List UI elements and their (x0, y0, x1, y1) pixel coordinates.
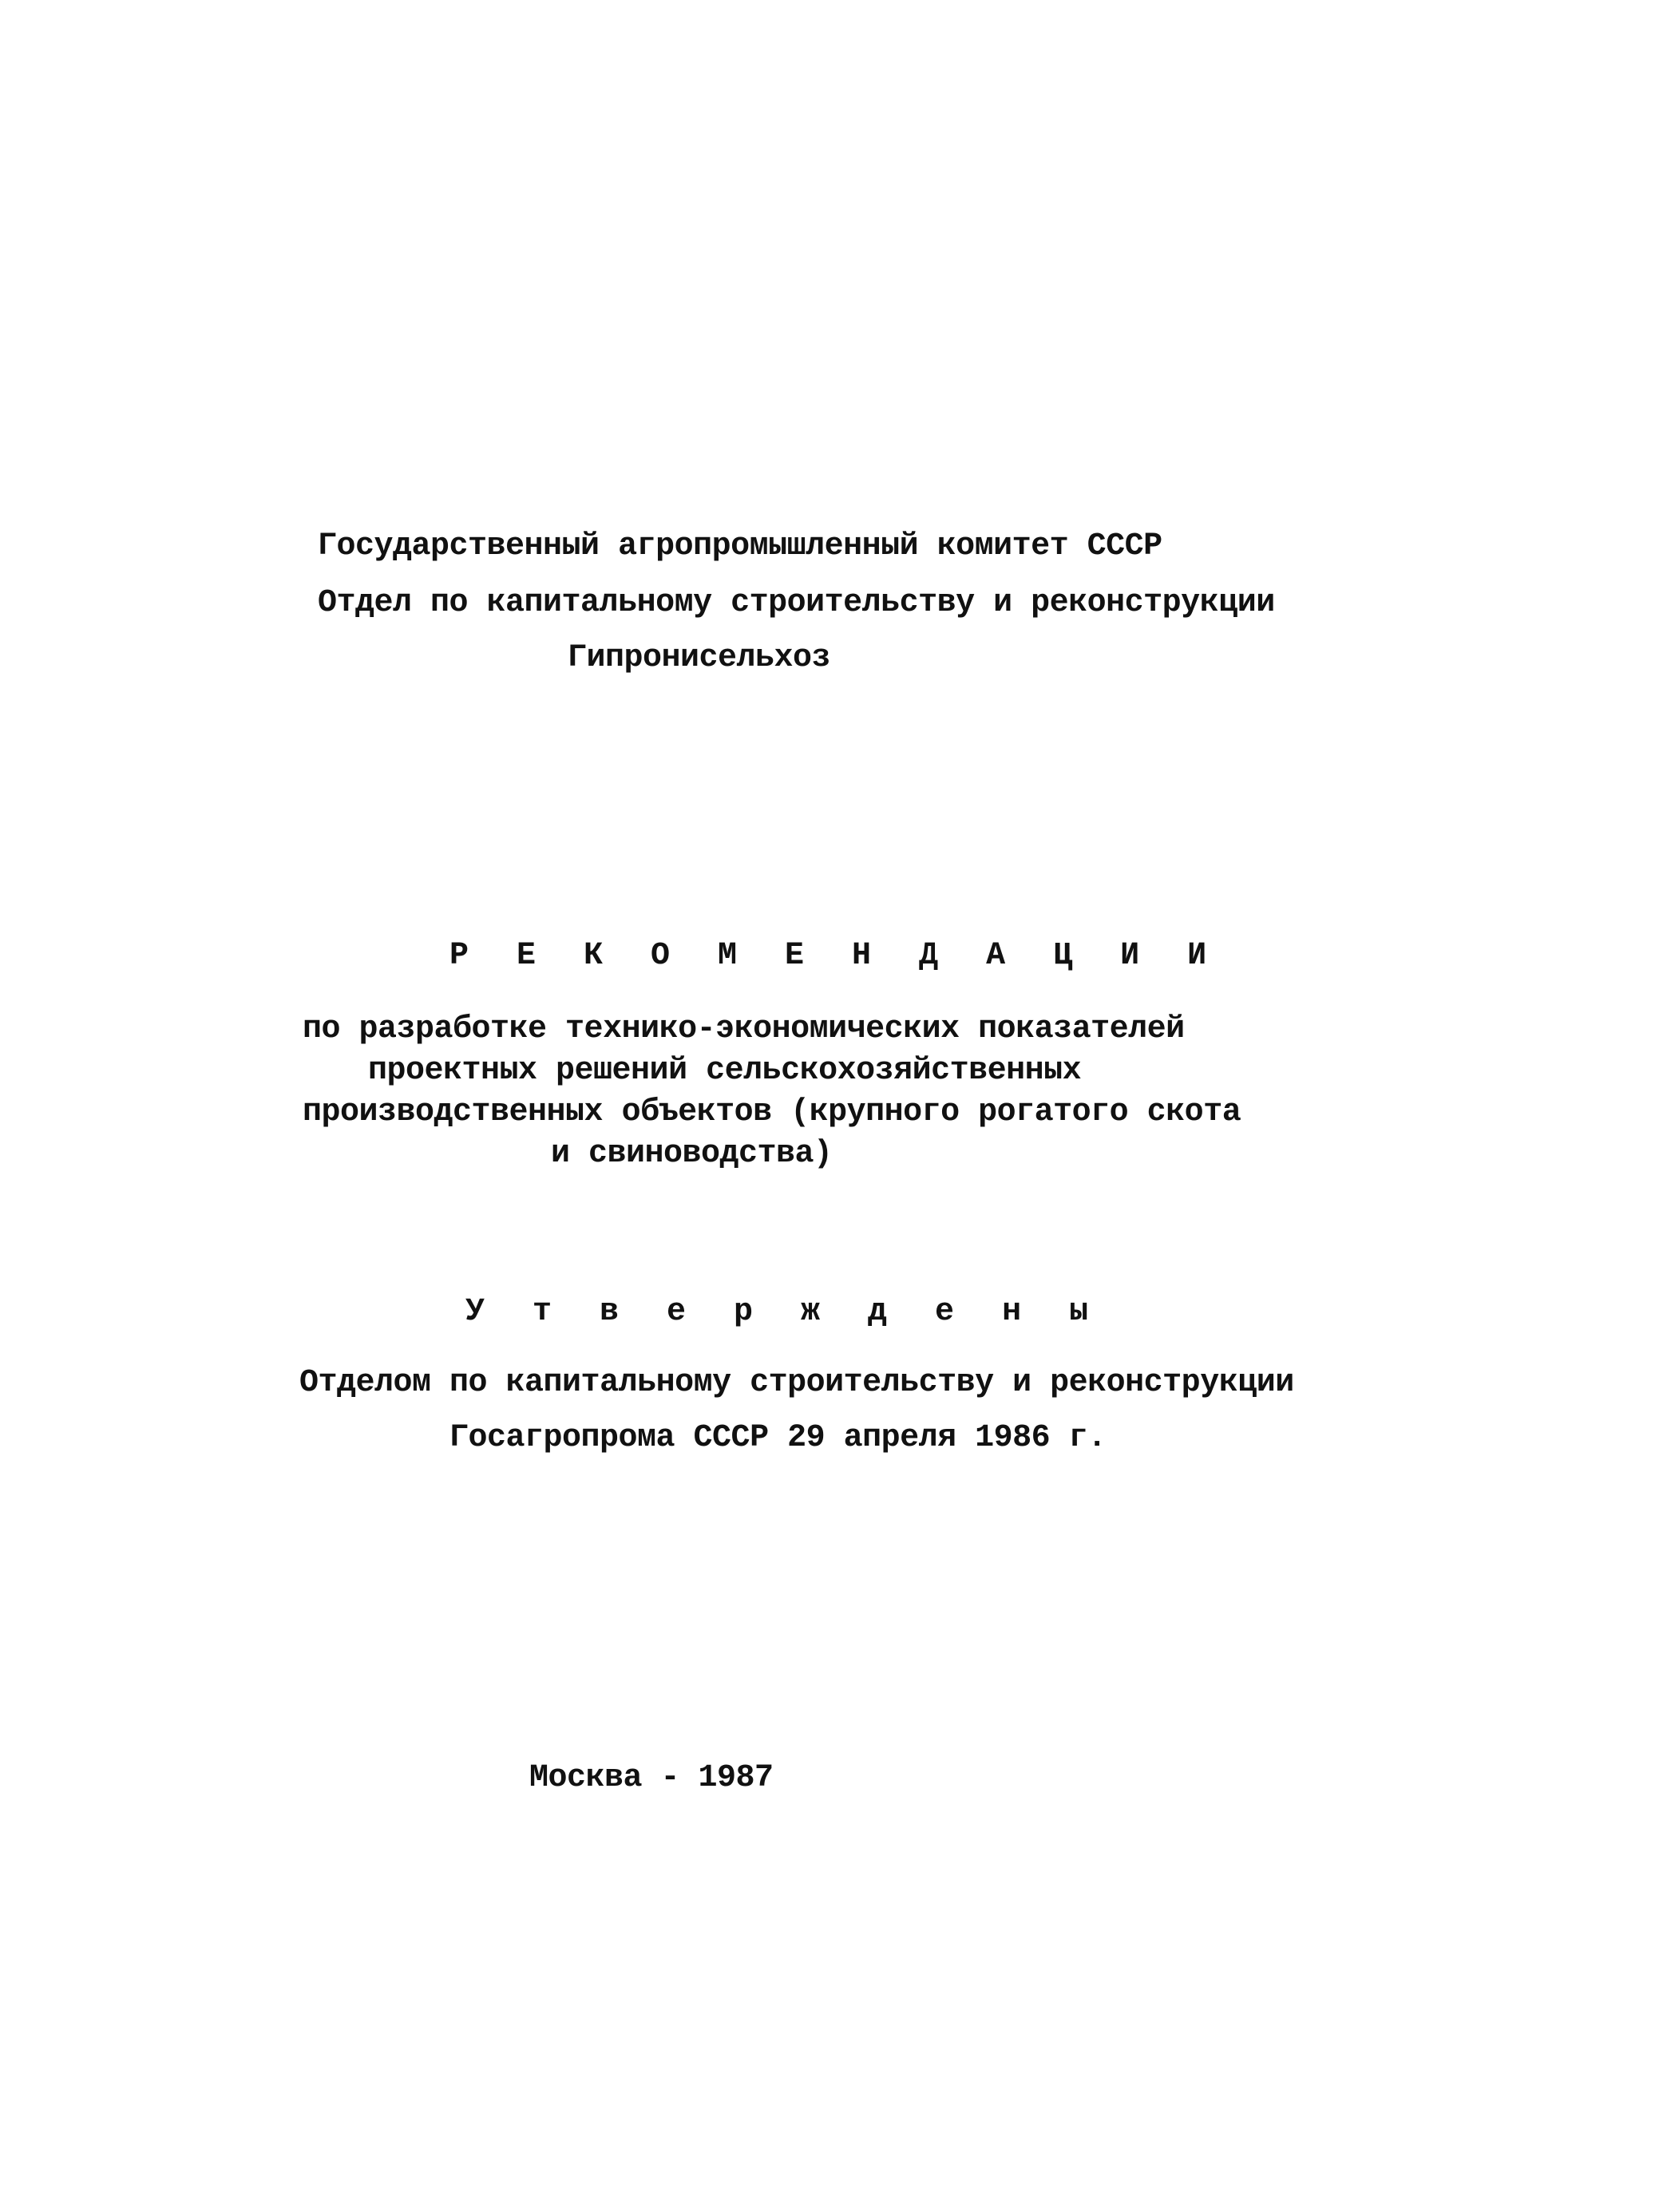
subtitle-line-2: проектных решений сельскохозяйственных (368, 1053, 1082, 1089)
subtitle-line-3: производственных объектов (крупного рогатого скота (303, 1094, 1241, 1130)
document-title: Р Е К О М Е Н Д А Ц И И (449, 938, 1222, 974)
subtitle-line-4: и свиноводства) (551, 1136, 833, 1172)
approval-line-1: Отделом по капитальному строительству и реконструкции (299, 1365, 1294, 1401)
institute-name: Гипронисельхоз (568, 640, 831, 676)
approval-line-2: Госагропрома СССР 29 апреля 1986 г. (449, 1420, 1107, 1456)
approval-heading: У т в е р ж д е н ы (465, 1294, 1103, 1330)
org-name: Государственный агропромышленный комитет СССР (318, 528, 1162, 564)
department-name: Отдел по капитальному строительству и реконструкции (318, 585, 1275, 621)
place-and-year: Москва - 1987 (529, 1760, 774, 1796)
subtitle-line-1: по разработке технико-экономических показателей (303, 1011, 1185, 1047)
